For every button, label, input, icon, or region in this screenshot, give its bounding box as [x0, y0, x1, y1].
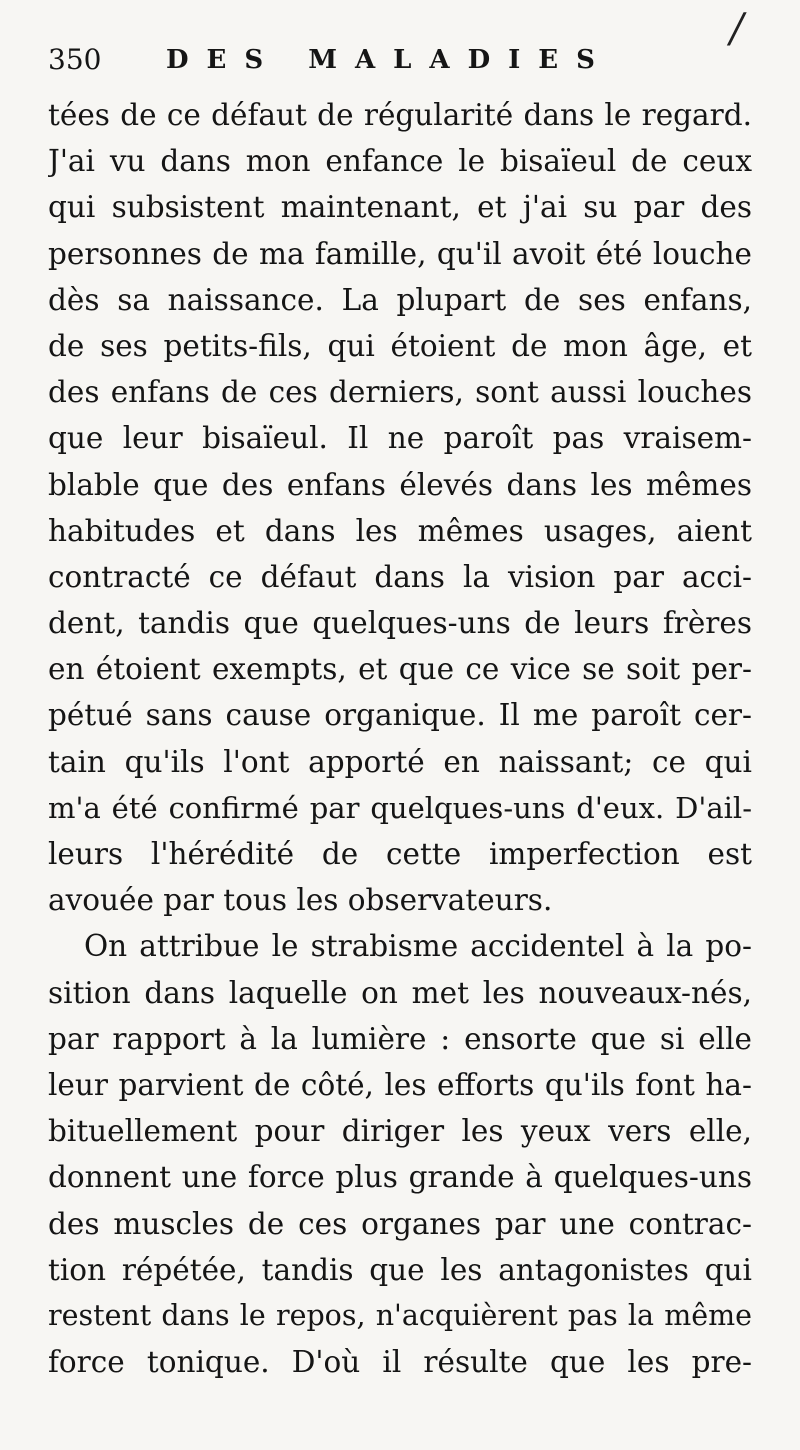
running-head	[48, 38, 748, 82]
text-line: de ses petits-fils, qui étoient de mon âge, et	[48, 328, 752, 363]
text-line: personnes de ma famille, qu'il avoit été louche	[48, 236, 752, 271]
text-line: que leur bisaïeul. Il ne paroît pas vraisem-	[48, 421, 752, 456]
paragraph-end-line: avouée par tous les observateurs.	[48, 883, 553, 918]
page-number: 350	[48, 43, 102, 76]
text-line: en étoient exempts, et que ce vice se soit per-	[48, 652, 752, 687]
text-line: qui subsistent maintenant, et j'ai su par des	[48, 190, 752, 225]
text-line: contracté ce défaut dans la vision par acci-	[48, 559, 752, 594]
text-line: tion répétée, tandis que les antagonistes qui	[48, 1252, 752, 1287]
text-line: bituellement pour diriger les yeux vers elle,	[48, 1114, 752, 1149]
text-line: dès sa naissance. La plupart de ses enfans,	[48, 282, 752, 317]
text-line: leurs l'hérédité de cette imperfection est	[48, 837, 752, 871]
body-text	[48, 92, 752, 1385]
text-line: dent, tandis que quelques-uns de leurs frères	[48, 606, 752, 641]
text-line: sition dans laquelle on met les nouveaux-nés,	[48, 975, 752, 1010]
text-line: habitudes et dans les mêmes usages, aient	[48, 513, 752, 548]
text-line: pétué sans cause organique. Il me paroît cer-	[48, 698, 752, 733]
paragraph-start-line: On attribue le strabisme accidentel à la po-	[84, 929, 752, 964]
text-line: force tonique. D'où il résulte que les pre-	[48, 1345, 752, 1380]
text-line: des enfans de ces derniers, sont aussi louches	[48, 375, 752, 410]
running-title: DES MALADIES	[166, 45, 613, 75]
text-line: par rapport à la lumière : ensorte que si elle	[48, 1021, 752, 1056]
text-line: leur parvient de côté, les efforts qu'ils font ha-	[48, 1067, 752, 1102]
text-line: tées de ce défaut de régularité dans le regard.	[48, 98, 752, 132]
text-line: des muscles de ces organes par une contrac-	[48, 1206, 752, 1241]
margin-mark: /	[730, 6, 744, 52]
text-line: tain qu'ils l'ont apporté en naissant; ce qui	[48, 744, 752, 779]
text-line: donnent une force plus grande à quelques-uns	[48, 1160, 752, 1195]
text-line: restent dans le repos, n'acquièrent pas la même	[48, 1298, 752, 1332]
text-line: m'a été confirmé par quelques-uns d'eux. D'ail-	[48, 790, 752, 825]
text-line: blable que des enfans élevés dans les mêmes	[48, 467, 752, 502]
text-line: J'ai vu dans mon enfance le bisaïeul de ceux	[48, 144, 752, 179]
